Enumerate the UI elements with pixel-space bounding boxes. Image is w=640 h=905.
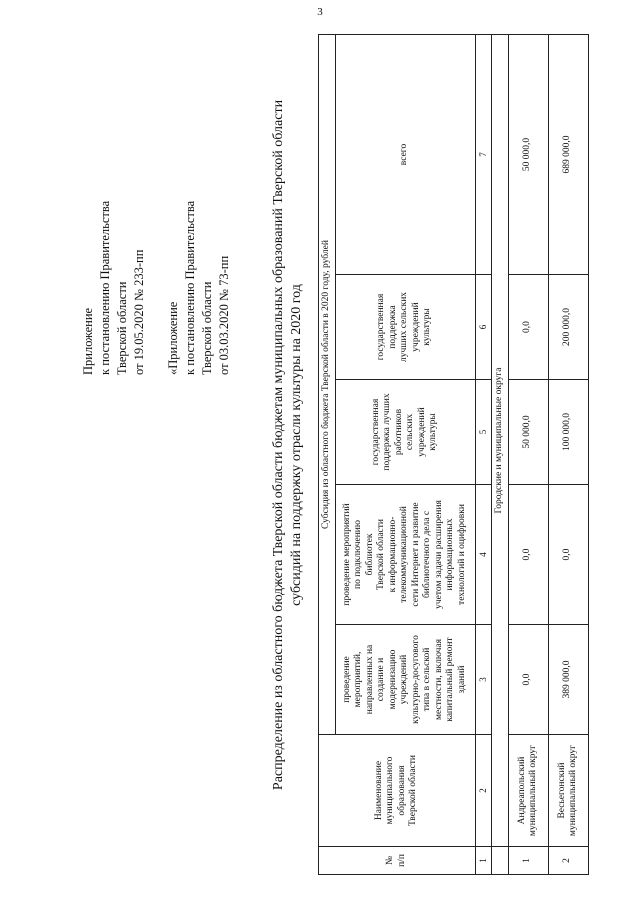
- section-header: Городские и муниципальные округа: [492, 34, 509, 846]
- page-number: 3: [317, 6, 323, 18]
- appendix-current: [80, 201, 148, 375]
- appendix-line: Тверской области: [115, 281, 129, 375]
- header-municipality: Наименование муниципального образования Тверской области: [319, 735, 476, 847]
- header-col6: государственная поддержка лучших сельских учреждений культуры: [335, 275, 475, 380]
- table-row: [508, 34, 548, 874]
- index-cell: 3: [475, 625, 492, 735]
- title-line-2: субсидий на поддержку отрасли культуры на 2020 год: [289, 284, 304, 606]
- index-cell: 2: [475, 735, 492, 847]
- cell-col6: 0,0: [508, 275, 548, 380]
- table-row: [548, 34, 588, 874]
- appendix-line: Тверской области: [200, 281, 214, 375]
- header-col3: проведение мероприятий, направленных на создание и модернизацию учреждений культурно-досугового типа в сельской местности, включая капитальный ремонт зданий: [335, 625, 475, 735]
- appendix-line: Приложение: [81, 307, 95, 375]
- index-cell: 4: [475, 485, 492, 625]
- row-municipality: Весьегонский муниципальный округ: [548, 735, 588, 847]
- row-municipality: Андреапольский муниципальный округ: [508, 735, 548, 847]
- header-col7: всего: [335, 34, 475, 274]
- cell-col5: 100 000,0: [548, 380, 588, 485]
- cell-col4: 0,0: [508, 485, 548, 625]
- cell-col7: 689 000,0: [548, 34, 588, 274]
- index-cell: 6: [475, 275, 492, 380]
- row-number: 2: [548, 847, 588, 875]
- appendix-line: к постановлению Правительства: [183, 200, 197, 375]
- header-subsidy-group: Субсидия из областного бюджета Тверской области в 2020 году, рублей: [319, 34, 336, 734]
- appendix-previous: [165, 201, 233, 375]
- cell-col6: 200 000,0: [548, 275, 588, 380]
- document-title: [270, 15, 306, 875]
- cell-col3: 0,0: [508, 625, 548, 735]
- cell-col7: 50 000,0: [508, 34, 548, 274]
- header-number: № п/п: [319, 847, 476, 875]
- cell-col3: 389 000,0: [548, 625, 588, 735]
- header-col4: проведение мероприятий по подключению библиотек Тверской области к информационно- телекоммуникационной сети Интернет и развитие библиотечного дела с учетом задачи расширения информационных технологий и оцифровки: [335, 485, 475, 625]
- subsidy-table: [318, 34, 589, 875]
- appendix-line: «Приложение: [166, 301, 180, 375]
- appendix-line: от 19.05.2020 № 233-пп: [132, 249, 146, 375]
- appendix-line: к постановлению Правительства: [98, 200, 112, 375]
- cell-col5: 50 000,0: [508, 380, 548, 485]
- cell-col4: 0,0: [548, 485, 588, 625]
- index-cell: 1: [475, 847, 492, 875]
- column-index-row: [475, 34, 492, 874]
- title-line-1: Распределение из областного бюджета Тверской области бюджетам муниципальных образований Тверской области: [271, 99, 286, 791]
- index-cell: 5: [475, 380, 492, 485]
- row-number: 1: [508, 847, 548, 875]
- header-col5: государственная поддержка лучших работников сельских учреждений культуры: [335, 380, 475, 485]
- appendix-line: от 03.03.2020 № 73-пп: [217, 255, 231, 375]
- index-cell: 7: [475, 34, 492, 274]
